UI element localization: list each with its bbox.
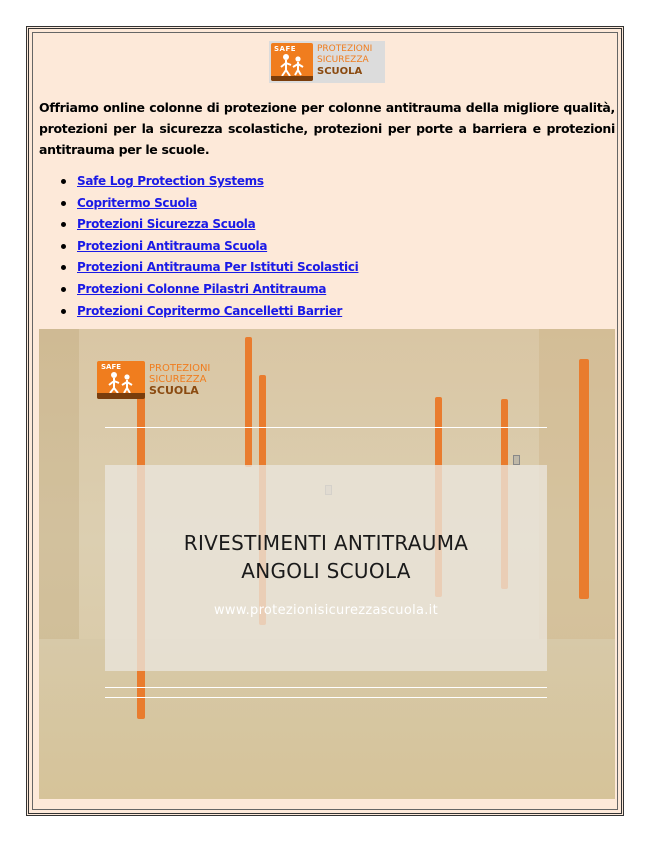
logo-badge-text: SAFE <box>274 45 297 53</box>
bullet-icon <box>61 244 66 249</box>
hero-logo-badge-text: SAFE <box>101 363 122 371</box>
link-protezioni-istituti-scolastici[interactable]: Protezioni Antitrauma Per Istituti Scolastici <box>77 260 359 275</box>
divider-bottom-1 <box>105 687 547 688</box>
logo-badge <box>271 43 313 81</box>
hero-logo-badge-strip <box>97 393 145 399</box>
bullet-icon <box>61 222 66 227</box>
wall-shade-right <box>539 329 615 669</box>
bullet-icon <box>61 309 66 314</box>
link-protezioni-colonne-pilastri[interactable]: Protezioni Colonne Pilastri Antitrauma <box>77 281 327 296</box>
logo-line-1: PROTEZIONI <box>317 44 373 54</box>
link-list <box>55 171 359 322</box>
hero-title <box>105 529 547 585</box>
logo-line-3: SCUOLA <box>317 66 363 77</box>
list-item <box>55 236 359 258</box>
corner-guard <box>579 359 589 599</box>
list-item <box>55 214 359 236</box>
hero-logo <box>97 361 237 401</box>
bullet-icon <box>61 265 66 270</box>
corner-guard <box>245 337 252 467</box>
list-item <box>55 171 359 193</box>
hero-title-line-2: ANGOLI SCUOLA <box>241 559 411 583</box>
hero-logo-wordmark <box>149 363 210 396</box>
hero-logo-line-3: SCUOLA <box>149 384 199 397</box>
link-protezioni-copritermo-cancelletti[interactable]: Protezioni Copritermo Cancelletti Barrier <box>77 303 343 318</box>
link-protezioni-sicurezza-scuola[interactable]: Protezioni Sicurezza Scuola <box>77 217 256 232</box>
list-item <box>55 257 359 279</box>
hero-title-line-1: RIVESTIMENTI ANTITRAUMA <box>183 531 469 555</box>
bullet-icon <box>61 179 66 184</box>
wall-switch <box>513 455 520 465</box>
logo-wordmark <box>317 44 372 77</box>
link-protezioni-antitrauma-scuola[interactable]: Protezioni Antitrauma Scuola <box>77 238 268 253</box>
list-item <box>55 279 359 301</box>
wall-shade-left <box>39 329 79 669</box>
hero-image <box>39 329 615 799</box>
hero-url: www.protezionisicurezzascuola.it <box>213 603 438 618</box>
header-logo <box>269 41 385 83</box>
list-item <box>55 301 359 323</box>
link-safe-log[interactable]: Safe Log Protection Systems <box>77 174 264 188</box>
logo-badge-strip <box>271 76 313 81</box>
hero-logo-line-2: SICUREZZA <box>149 374 207 385</box>
divider-bottom-2 <box>105 697 547 698</box>
bullet-icon <box>61 287 66 292</box>
page-frame <box>26 26 624 816</box>
intro-paragraph: Offriamo online colonne di protezione per colonne antitrauma della migliore qualità, protezioni per la sicurezza scolastiche, protezioni per porte a barriera e protezioni antitrauma per le scuole. <box>39 100 615 157</box>
list-item <box>55 193 359 215</box>
logo-line-2: SICUREZZA <box>317 55 369 65</box>
hero-logo-badge <box>97 361 145 399</box>
divider-top <box>105 427 547 428</box>
hero-card <box>105 465 547 671</box>
bullet-icon <box>61 201 66 206</box>
hero-logo-line-1: PROTEZIONI <box>149 363 211 374</box>
link-copritermo-scuola[interactable]: Copritermo Scuola <box>77 195 198 210</box>
